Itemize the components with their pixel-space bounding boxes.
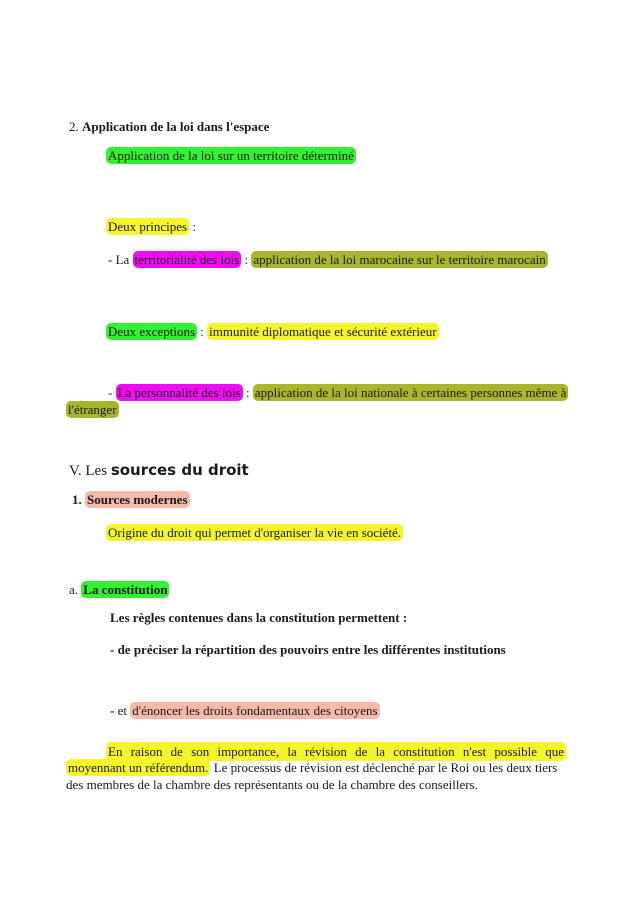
principles-line <box>106 218 196 235</box>
section-heading <box>69 118 269 135</box>
principle-personality-continued <box>66 401 119 418</box>
principle-personality <box>108 384 568 401</box>
revision-highlight-start: En raison de son importance, la révision de la constitution n'est possible que <box>108 744 564 759</box>
subsection-number: 1. <box>72 492 82 507</box>
constitution-title: La constitution <box>83 582 168 597</box>
subsection-title: Sources modernes <box>87 492 188 507</box>
revision-process-text: Le processus de révision est déclenché par le Roi ou les deux tiers <box>210 760 558 775</box>
constitution-heading <box>69 581 169 598</box>
principle-colon: : <box>242 385 253 400</box>
personality-description-end: l'étranger <box>68 402 117 417</box>
rule-connector: et <box>117 703 131 718</box>
principle-colon: : <box>241 252 252 267</box>
principles-colon: : <box>189 219 196 234</box>
rule-dash: - <box>110 703 118 718</box>
principles-label: Deux principes <box>108 219 188 234</box>
principle-territoriality <box>108 251 548 268</box>
rule-rights <box>110 702 380 719</box>
chapter-title: sources du droit <box>110 461 249 479</box>
exceptions-label: Deux exceptions <box>108 324 196 339</box>
exceptions-description: immunité diplomatique et sécurité extérieur <box>209 324 437 339</box>
territoriality-term: territorialité des lois <box>134 252 240 267</box>
principle-dash: - <box>108 385 116 400</box>
exceptions-line <box>106 323 439 340</box>
principle-dash: - La <box>108 252 133 267</box>
exceptions-separator: : <box>197 324 208 339</box>
sources-definition-highlight: Origine du droit qui permet d'organiser la vie en société. <box>108 525 402 540</box>
rules-intro: Les règles contenues dans la constitution permettent : <box>110 610 408 625</box>
chapter-prefix: V. Les <box>69 463 111 479</box>
section-number: 2. <box>69 119 79 134</box>
section-title: Application de la loi dans l'espace <box>82 119 270 134</box>
chapter-heading <box>69 461 249 481</box>
definition-line <box>106 147 356 164</box>
personality-description: application de la loi nationale à certaines personnes même à <box>254 385 567 400</box>
territoriality-description: application de la loi marocaine sur le territoire marocain <box>253 252 546 267</box>
referendum-highlight: moyennant un référendum. <box>68 760 209 775</box>
definition-highlight: Application de la loi sur un territoire déterminé <box>108 148 354 163</box>
rights-highlight: d'énoncer les droits fondamentaux des citoyens <box>132 703 378 718</box>
rule-powers: - de préciser la répartition des pouvoirs entre les différentes institutions <box>110 642 506 657</box>
subsection-heading <box>72 491 190 508</box>
item-letter: a. <box>69 582 79 597</box>
revision-paragraph-line-2 <box>66 759 566 776</box>
sources-definition <box>106 524 403 541</box>
personality-term: La personnalité des lois <box>117 385 241 400</box>
revision-paragraph-line-3: des membres de la chambre des représentants ou de la chambre des conseillers. <box>66 777 478 792</box>
